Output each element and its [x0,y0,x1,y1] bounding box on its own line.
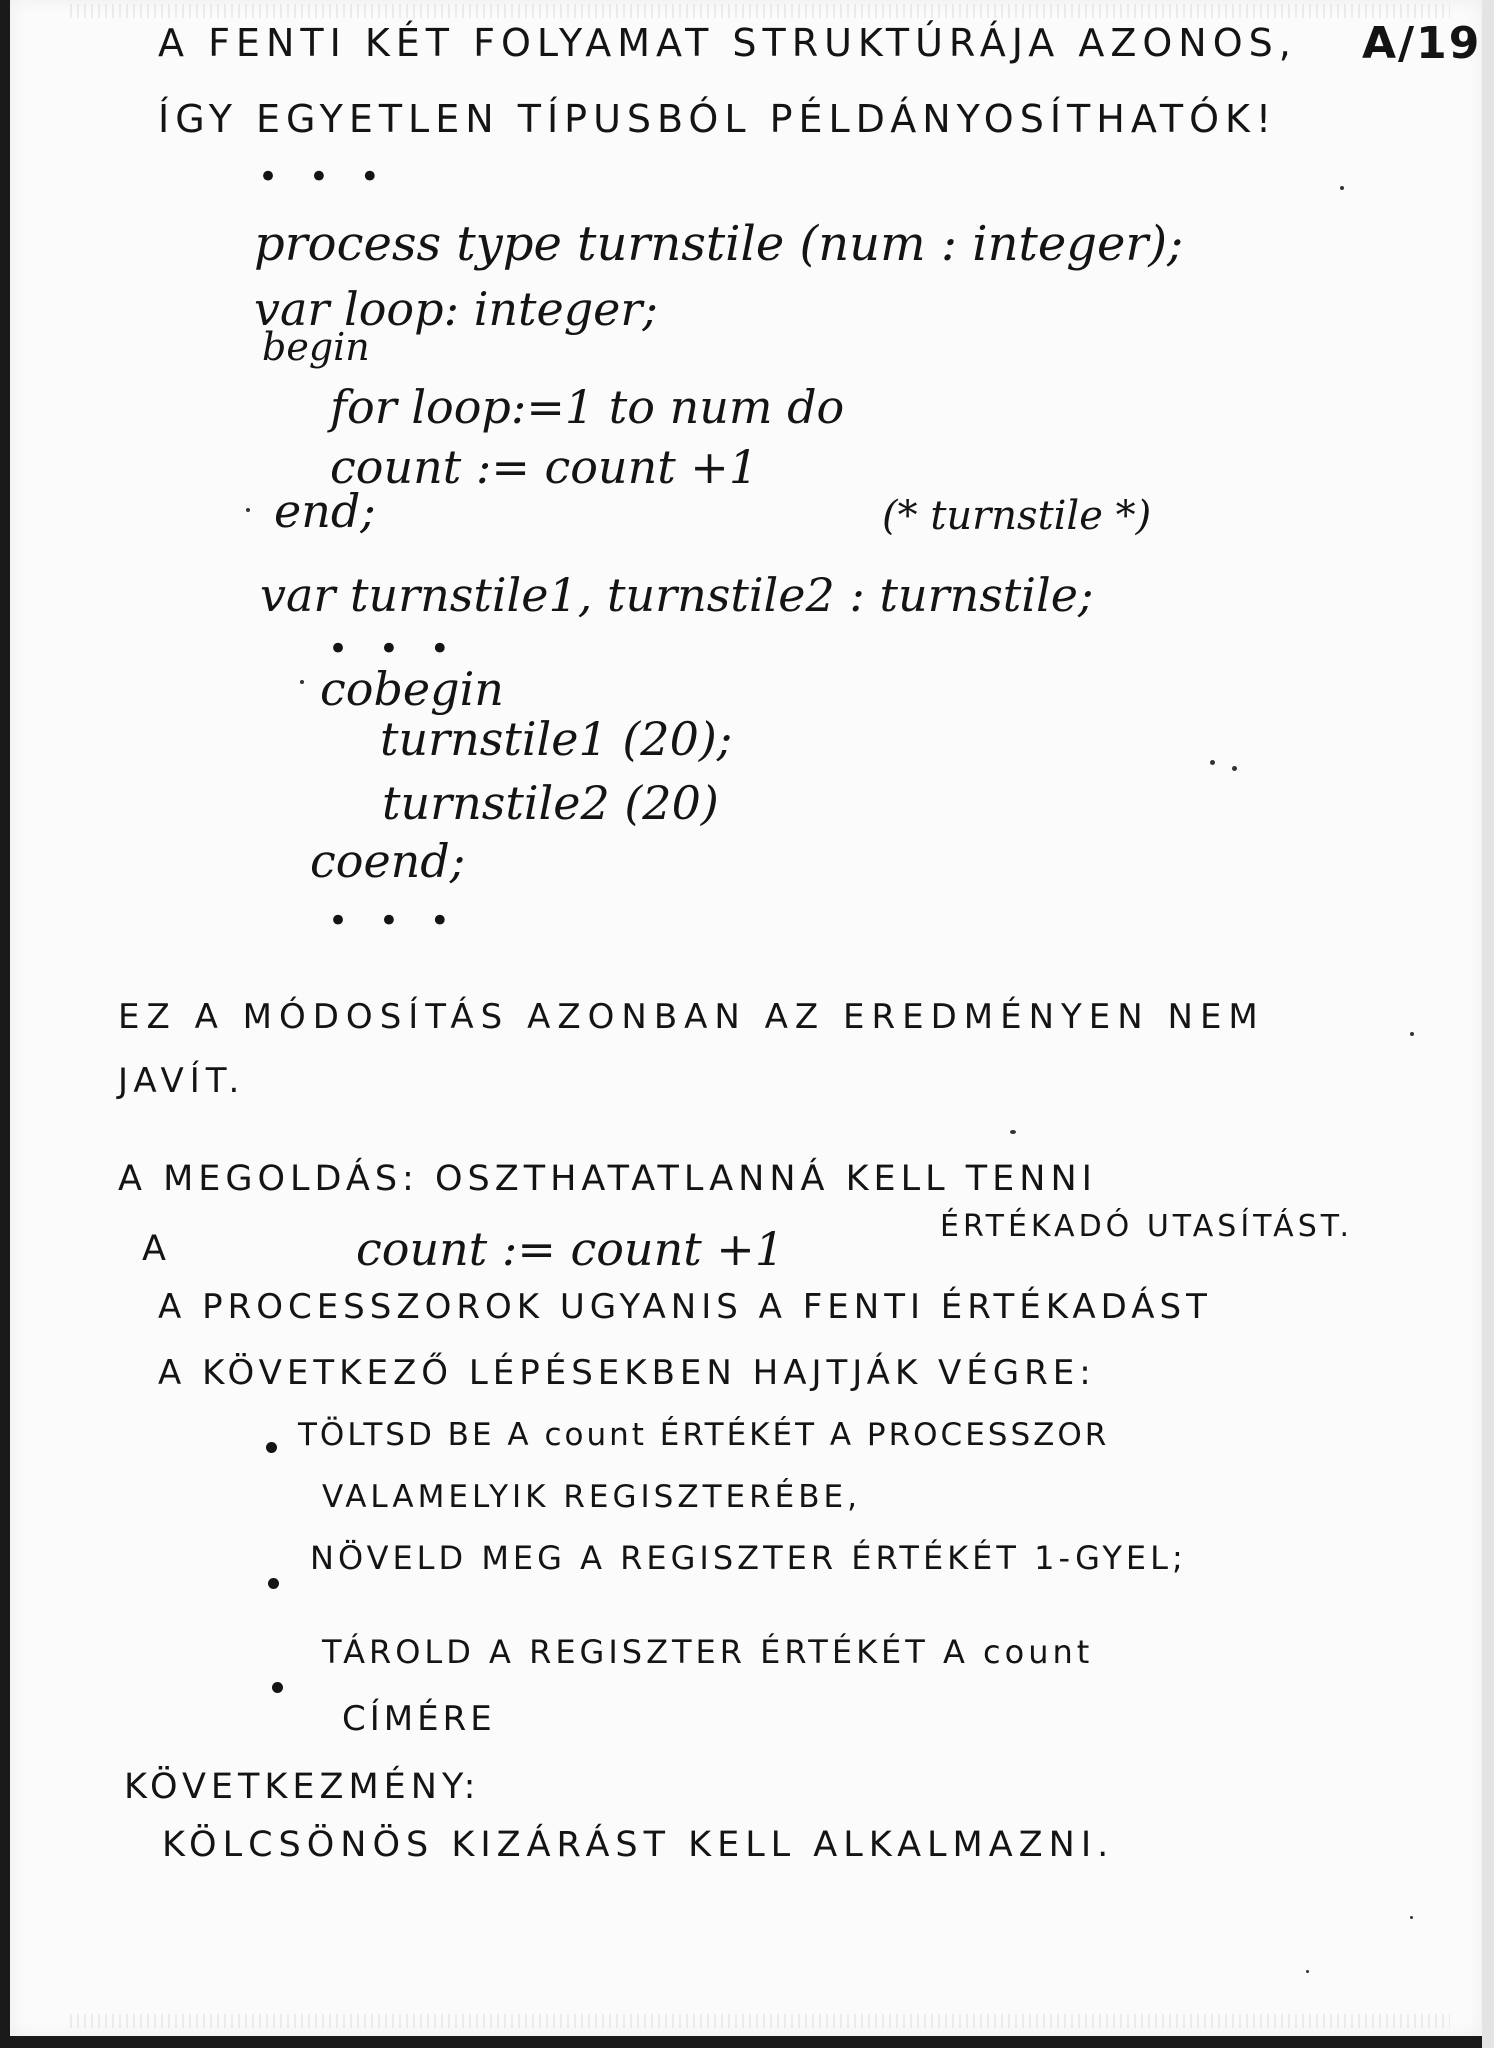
step-1-line-1: TÖLTSD BE A count ÉRTÉKÉT A PROCESSZOR [298,1417,1110,1453]
page-reference: A/19 [1362,18,1482,69]
scan-speck [1340,186,1344,190]
code-line-begin: begin [262,325,370,369]
code-line-end: end; [274,484,376,538]
solution-line-3: A PROCESSZOROK UGYANIS A FENTI ÉRTÉKADÁST [158,1287,1212,1327]
step-1-line-2: VALAMELYIK REGISZTERÉBE, [322,1479,861,1515]
intro-line-1: A FENTI KÉT FOLYAMAT STRUKTÚRÁJA AZONOS, [158,21,1297,65]
solution-line-2-code: count := count +1 [356,1222,785,1276]
code-ellipsis-middle: • • • [328,629,460,669]
code-end-comment: (* turnstile *) [882,493,1152,539]
step-3-line-1: TÁROLD A REGISZTER ÉRTÉKÉT A count [322,1633,1094,1671]
solution-line-4: A KÖVETKEZŐ LÉPÉSEKBEN HAJTJÁK VÉGRE: [158,1353,1096,1393]
paper-sheet [10,0,1482,2036]
code-call-turnstile2: turnstile2 (20) [382,776,719,830]
code-call-turnstile1: turnstile1 (20); [380,712,733,766]
step-3-line-2: CÍMÉRE [342,1699,496,1739]
remark-line-1: EZ A MÓDOSÍTÁS AZONBAN AZ EREDMÉNYEN NEM [118,997,1265,1037]
code-coend: coend; [310,834,466,888]
step-3-bullet [272,1682,283,1693]
code-line-for-loop: for loop:=1 to num do [330,380,845,434]
scan-edge [1482,0,1494,2048]
step-2-line-1: NÖVELD MEG A REGISZTER ÉRTÉKÉT 1-GYEL; [310,1539,1187,1577]
scan-speck [1410,1032,1414,1036]
remark-line-2: JAVÍT. [118,1061,246,1101]
scan-speck [1010,1130,1016,1134]
code-cobegin: cobegin [320,662,504,716]
scan-grain-bottom [70,2014,1450,2028]
code-ellipsis-bottom: • • • [328,901,460,941]
solution-line-2-suffix: ÉRTÉKADÓ UTASÍTÁST. [940,1209,1354,1244]
solution-line-1: A MEGOLDÁS: OSZTHATATLANNÁ KELL TENNI [118,1159,1097,1199]
intro-line-2: ÍGY EGYETLEN TÍPUSBÓL PÉLDÁNYOSÍTHATÓK! [158,97,1278,141]
step-1-bullet [266,1442,277,1453]
scan-speck [1210,760,1215,765]
code-ellipsis-top: • • • [258,157,390,197]
scan-speck [1306,1970,1309,1973]
scan-grain-top [70,4,1450,18]
code-var-declaration: var turnstile1, turnstile2 : turnstile; [260,568,1094,622]
conclusion-heading: KÖVETKEZMÉNY: [124,1767,481,1807]
code-line-process-type: process type turnstile (num : integer); [254,216,1184,272]
scan-speck [1410,1916,1413,1919]
scan-speck [300,680,304,684]
scan-speck [246,508,250,512]
conclusion-text: KÖLCSÖNÖS KIZÁRÁST KELL ALKALMAZNI. [162,1825,1115,1865]
scan-speck [1232,766,1237,771]
code-line-count-increment: count := count +1 [330,440,759,494]
solution-line-2-prefix: A [142,1229,172,1269]
code-line-var-loop: var loop: integer; [254,282,658,336]
step-2-bullet [268,1578,279,1589]
